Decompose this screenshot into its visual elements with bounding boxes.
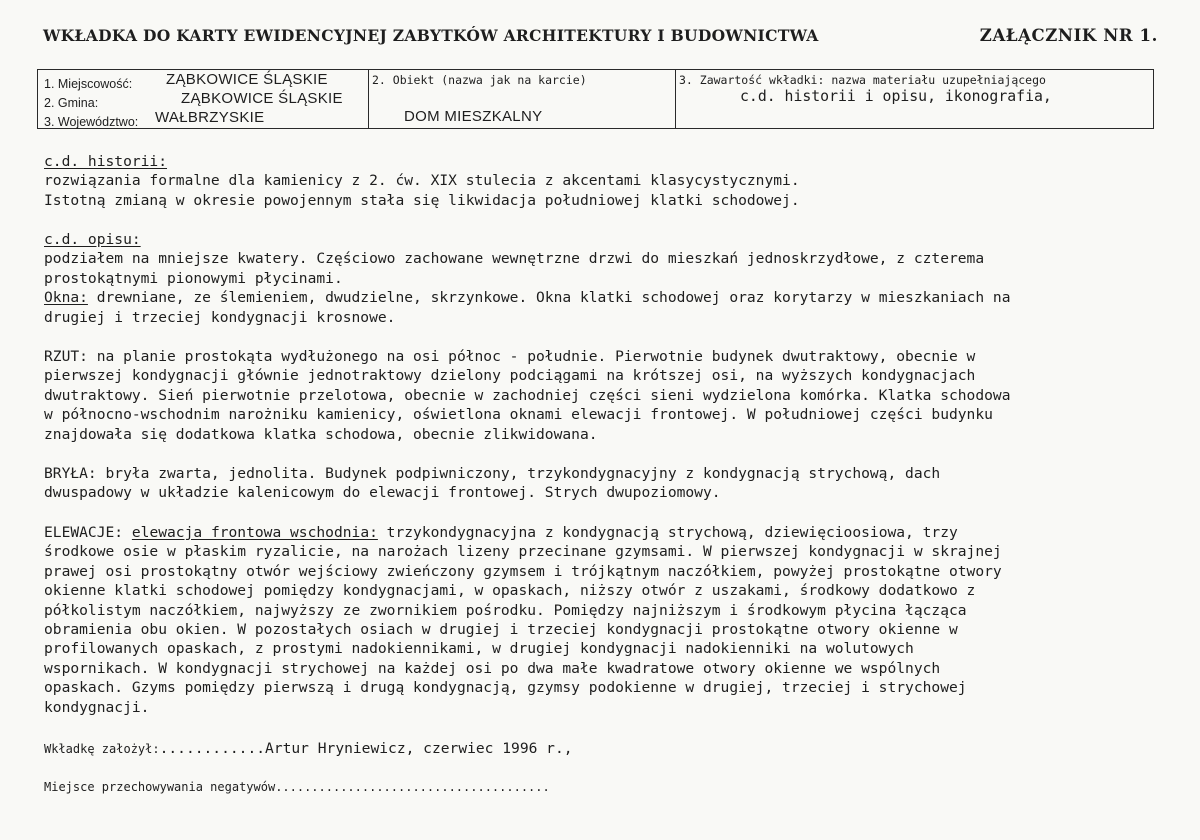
elewacje-line: środkowe osie w płaskim ryzalicie, na narożach lizeny przecinane gzymsami. W pierwszej kondygnacji w skrajnej (44, 543, 1002, 561)
elewacje-line: kondygnacji. (44, 698, 150, 716)
negatives-label: Miejsce przechowywania negatywów (44, 780, 276, 794)
rzut-line: RZUT: na planie prostokąta wydłużonego na osi północ - południe. Pierwotnie budynek dwutraktowy, obecnie w (44, 348, 976, 365)
elewacje-line: profilowanych opaskach, z prostymi nadokiennikami, w drugiej kondygnacji nadokienniki na wolutowych (44, 640, 914, 658)
description-section (44, 230, 1150, 327)
okna-line: drugiej i trzeciej kondygnacji krosnowe. (44, 308, 396, 326)
history-section (44, 152, 1150, 210)
elewacje-section (44, 523, 1150, 717)
annex-number: ZAŁĄCZNIK NR 1. (979, 26, 1158, 45)
elewacje-label: ELEWACJE: (44, 524, 132, 541)
wojewodztwo-row (44, 111, 138, 130)
zawartosc-value: c.d. historii i opisu, ikonografia, (740, 88, 1052, 105)
gmina-value: ZĄBKOWICE ŚLĄSKIE (181, 90, 343, 107)
elewacje-line: okienne klatki schodowej pomiędzy kondygnacjami, w opaskach, niższy otwór z uszakami, środkowy dodatkowo z (44, 582, 976, 600)
description-line: prostokątnymi pionowymi płycinami. (44, 269, 343, 287)
okna-text: drewniane, ze ślemieniem, dwudzielne, skrzynkowe. Okna klatki schodowej oraz korytarzy w mieszkaniach na (87, 289, 1011, 307)
description-heading: c.d. opisu: (44, 231, 141, 248)
document-title: WKŁADKA DO KARTY EWIDENCYJNEJ ZABYTKÓW ARCHITEKTURY I BUDOWNICTWA (43, 26, 819, 45)
miejscowosc-row (44, 73, 132, 92)
zawartosc-label: 3. Zawartość wkładki: nazwa materiału uzupełniającego (679, 73, 1046, 87)
obiekt-label: 2. Obiekt (nazwa jak na karcie) (372, 73, 587, 87)
obiekt-value: DOM MIESZKALNY (404, 108, 543, 125)
wojewodztwo-value: WAŁBRZYSKIE (155, 109, 265, 126)
rzut-line: w północno-wschodnim narożniku kamienicy, oświetlona oknami elewacji frontowej. W południowej części budynku (44, 406, 993, 424)
history-heading: c.d. historii: (44, 153, 168, 170)
object-cell (368, 70, 676, 128)
rzut-line: znajdowała się dodatkowa klatka schodowa, obecnie zlikwidowana. (44, 425, 598, 443)
rzut-line: pierwszej kondygnacji głównie jednotraktowy dzielony podciągami na krótszej osi, na wyższych kondygnacjach (44, 367, 976, 385)
elewacje-line: obramienia obu okien. W pozostałych osiach w drugiej i trzeciej kondygnacji prostokątne otwory okienne w (44, 621, 958, 639)
gmina-label: 2. Gmina: (44, 96, 99, 110)
miejscowosc-value: ZĄBKOWICE ŚLĄSKIE (166, 71, 328, 88)
content-cell (675, 70, 1153, 128)
bryla-line: dwuspadowy w układzie kalenicowym do elewacji frontowej. Strych dwupoziomowy. (44, 484, 721, 502)
author-value: ............Artur Hryniewicz, czerwiec 1996 r., (159, 740, 573, 757)
bryla-line: BRYŁA: bryła zwarta, jednolita. Budynek podpiwniczony, trzykondygnacyjny z kondygnacją strychową, dach (44, 465, 941, 482)
rzut-line: dwutraktowy. Sień pierwotnie przelotowa, obecnie w zachodniej części sieni wydzielona komórka. Klatka schodowa (44, 386, 1011, 404)
author-line (44, 738, 573, 757)
elewacje-line: opaskach. Gzyms pomiędzy pierwszą i drugą kondygnacją, gzymsy podokienne w drugiej, trzeciej i strychowej (44, 679, 967, 697)
elewacje-line: półkolistym naczółkiem, najwyższy ze zwornikiem pośrodku. Pomiędzy najniższym i środkowym płycina łącząca (44, 601, 967, 619)
history-line: Istotną zmianą w okresie powojennym stała się likwidacja południowej klatki schodowej. (44, 191, 800, 209)
elewacje-text: trzykondygnacyjna z kondygnacją strychową, dziewięcioosiowa, trzy (377, 524, 958, 541)
author-label: Wkładkę założył: (44, 742, 160, 756)
history-line: rozwiązania formalne dla kamienicy z 2. ćw. XIX stulecia z akcentami klasycystycznymi. (44, 172, 800, 190)
rzut-section (44, 347, 1150, 444)
location-cell (38, 70, 369, 128)
elewacje-line: wspornikach. W kondygnacji strychowej na każdej osi po dwa małe kwadratowe otwory okienne we wspólnych (44, 659, 941, 677)
description-line: podziałem na mniejsze kwatery. Częściowo zachowane wewnętrzne drzwi do mieszkań jednoskrzydłowe, z czterema (44, 250, 985, 268)
elewacje-line: prawej osi prostokątny otwór wejściowy zwieńczony gzymsem i trójkątnym naczółkiem, powyżej prostokątne otwory (44, 562, 1002, 580)
negatives-dots: ...................................... (275, 780, 550, 794)
gmina-row (44, 92, 98, 111)
wojewodztwo-label: 3. Województwo: (44, 115, 139, 129)
elewacje-subheading: elewacja frontowa wschodnia: (131, 524, 378, 541)
miejscowosc-label: 1. Miejscowość: (44, 77, 133, 91)
okna-label: Okna: (44, 289, 88, 307)
info-box (37, 69, 1154, 129)
negatives-line (44, 776, 550, 795)
bryla-section (44, 464, 1150, 503)
